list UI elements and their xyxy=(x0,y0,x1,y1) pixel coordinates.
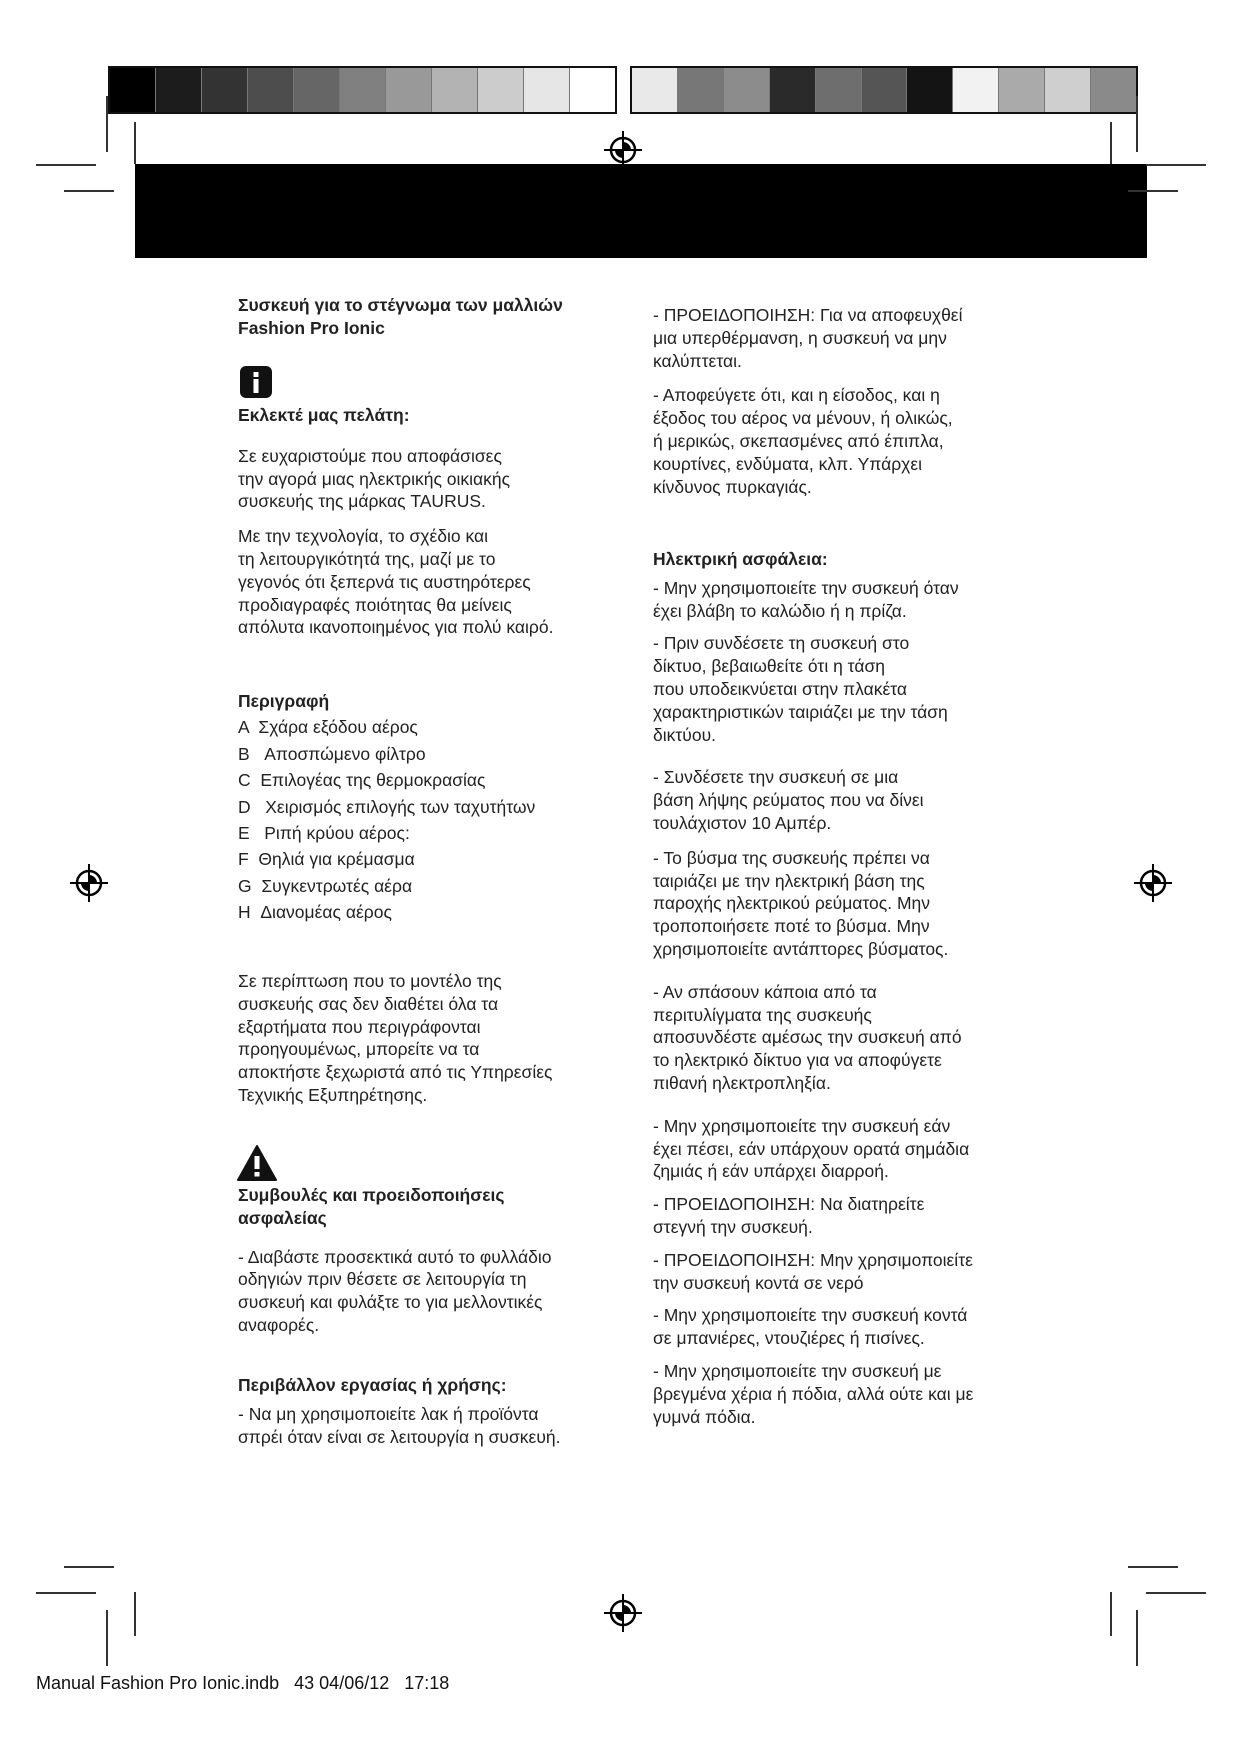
document-title-line2: Fashion Pro Ionic xyxy=(238,317,385,338)
description-item: B Αποσπώμενο φίλτρο xyxy=(238,743,426,764)
registration-mark-top-icon xyxy=(604,131,642,169)
color-swatch xyxy=(861,68,907,112)
description-item: F Θηλιά για κρέμασμα xyxy=(238,849,415,870)
color-swatch xyxy=(952,68,998,112)
description-item: E Ριπή κρύου αέρος: xyxy=(238,823,410,844)
greeting-line: την αγορά μιας ηλεκτρικής οικιακής xyxy=(238,468,511,489)
warning-line: κίνδυνος πυρκαγιάς. xyxy=(653,476,812,497)
left-column xyxy=(238,294,618,340)
color-swatch xyxy=(906,68,952,112)
color-swatch xyxy=(201,68,247,112)
registration-mark-right-icon xyxy=(1134,864,1172,902)
electrical-line: - Μην χρησιμοποιείτε την συσκευή με xyxy=(653,1360,942,1381)
note-line: προηγουμένως, μπορείτε να τα xyxy=(238,1039,480,1060)
color-swatch xyxy=(1044,68,1090,112)
electrical-line: ταιριάζει με την ηλεκτρική βάση της xyxy=(653,870,925,891)
info-icon xyxy=(238,364,274,400)
electrical-line: - Μην χρησιμοποιείτε την συσκευή όταν xyxy=(653,577,959,598)
note-line: Σε περίπτωση που το μοντέλο της xyxy=(238,971,502,991)
electrical-line: αποσυνδέστε αμέσως την συσκευή από xyxy=(653,1027,962,1048)
electrical-line: - Συνδέσετε την συσκευή σε μια xyxy=(653,767,899,788)
electrical-line: έχει βλάβη το καλώδιο ή η πρίζα. xyxy=(653,600,907,621)
color-swatch xyxy=(815,68,861,112)
greeting-line: συσκευής της μάρκας TAURUS. xyxy=(238,491,486,512)
greeting-line: γεγονός ότι ξεπερνά τις αυστηρότερες xyxy=(238,571,531,592)
environment-line: σπρέι όταν είναι σε λειτουργία η συσκευή. xyxy=(238,1426,561,1447)
environment-section xyxy=(238,1374,638,1448)
electrical-section xyxy=(653,548,1053,1428)
color-swatch xyxy=(247,68,293,112)
description-section xyxy=(238,688,618,926)
description-heading: Περιγραφή xyxy=(238,691,330,711)
electrical-line: ζημιάς ή εάν υπάρχει διαρροή. xyxy=(653,1161,889,1182)
electrical-line: - Μην χρησιμοποιείτε την συσκευή εάν xyxy=(653,1115,951,1136)
note-line: εξαρτήματα που περιγράφονται xyxy=(238,1016,481,1037)
color-swatch xyxy=(293,68,339,112)
greeting-heading: Εκλεκτέ μας πελάτη: xyxy=(238,405,410,425)
greeting-section xyxy=(238,404,618,639)
color-swatch xyxy=(523,68,569,112)
note-line: αποκτήστε ξεχωριστά από τις Υπηρεσίες xyxy=(238,1062,553,1083)
electrical-line: τουλάχιστον 10 Αμπέρ. xyxy=(653,812,832,833)
electrical-line: στεγνή την συσκευή. xyxy=(653,1216,813,1237)
electrical-line: - ΠΡΟΕΙΔΟΠΟΙΗΣΗ: Να διατηρείτε xyxy=(653,1194,925,1215)
print-slug: Manual Fashion Pro Ionic.indb 43 04/06/12 17:18 xyxy=(36,1673,450,1693)
color-swatch xyxy=(723,68,769,112)
electrical-line: παροχής ηλεκτρικού ρεύματος. Μην xyxy=(653,893,931,914)
description-item: A Σχάρα εξόδου αέρος xyxy=(238,717,418,738)
electrical-line: δίκτυο, βεβαιωθείτε ότι η τάση xyxy=(653,656,885,677)
color-bar-left xyxy=(108,66,617,114)
description-item: H Διανομέας αέρος xyxy=(238,902,392,923)
greeting-line: προδιαγραφές ποιότητας θα μείνεις xyxy=(238,594,512,615)
color-swatch xyxy=(431,68,477,112)
warning-icon xyxy=(236,1144,278,1182)
electrical-line: που υποδεικνύεται στην πλακέτα xyxy=(653,678,908,699)
registration-mark-left-icon xyxy=(70,864,108,902)
color-swatch xyxy=(569,68,615,112)
electrical-line: την συσκευή κοντά σε νερό xyxy=(653,1272,864,1293)
color-swatch xyxy=(632,68,677,112)
document-title-line1: Συσκευή για το στέγνωμα των μαλλιών xyxy=(238,295,563,315)
color-swatch xyxy=(339,68,385,112)
warning-line: ή μερικώς, σκεπασμένες από έπιπλα, xyxy=(653,430,944,451)
electrical-line: σε μπανιέρες, ντουζιέρες ή πισίνες. xyxy=(653,1328,925,1349)
header-band xyxy=(135,164,1147,258)
greeting-line: απόλυτα ικανοποιημένος για πολύ καιρό. xyxy=(238,617,554,638)
description-item: C Επιλογέας της θερμοκρασίας xyxy=(238,770,486,791)
registration-mark-bottom-icon xyxy=(604,1594,642,1632)
electrical-line: γυμνά πόδια. xyxy=(653,1406,756,1427)
greeting-line: Σε ευχαριστούμε που αποφάσισες xyxy=(238,445,502,466)
electrical-line: τροποποιήσετε ποτέ το βύσμα. Μην xyxy=(653,916,930,937)
electrical-line: έχει πέσει, εάν υπάρχουν ορατά σημάδια xyxy=(653,1138,970,1159)
warning-line: έξοδος του αέρος να μένουν, ή ολικώς, xyxy=(653,408,953,429)
safety-line: - Διαβάστε προσεκτικά αυτό το φυλλάδιο xyxy=(238,1246,552,1267)
description-note xyxy=(238,970,618,1107)
color-swatch xyxy=(110,68,155,112)
safety-heading-line1: Συμβουλές και προειδοποιήσεις xyxy=(238,1185,505,1205)
electrical-line: χαρακτηριστικών ταιριάζει με την τάση xyxy=(653,701,948,722)
electrical-line: βάση λήψης ρεύματος που να δίνει xyxy=(653,790,924,811)
right-top-section xyxy=(653,304,1053,498)
environment-line: - Να μη χρησιμοποιείτε λακ ή προϊόντα xyxy=(238,1403,539,1424)
electrical-line: βρεγμένα χέρια ή πόδια, αλλά ούτε και με xyxy=(653,1383,974,1404)
electrical-line: περιτυλίγματα της συσκευής xyxy=(653,1004,872,1025)
description-item: D Χειρισμός επιλογής των ταχυτήτων xyxy=(238,796,536,817)
color-swatch xyxy=(998,68,1044,112)
color-swatch xyxy=(385,68,431,112)
color-swatch xyxy=(477,68,523,112)
warning-line: - ΠΡΟΕΙΔΟΠΟΙΗΣΗ: Για να αποφευχθεί xyxy=(653,305,963,325)
note-line: συσκευής σας δεν διαθέτει όλα τα xyxy=(238,993,499,1014)
electrical-line: πιθανή ηλεκτροπληξία. xyxy=(653,1072,831,1093)
electrical-line: - Μην χρησιμοποιείτε την συσκευή κοντά xyxy=(653,1305,968,1326)
color-swatch xyxy=(1090,68,1136,112)
warning-line: κουρτίνες, ενδύματα, κλπ. Υπάρχει xyxy=(653,453,923,474)
color-swatch xyxy=(677,68,723,112)
electrical-line: - ΠΡΟΕΙΔΟΠΟΙΗΣΗ: Μην χρησιμοποιείτε xyxy=(653,1249,973,1270)
environment-heading: Περιβάλλον εργασίας ή χρήσης: xyxy=(238,1375,507,1395)
warning-line: μια υπερθέρμανση, η συσκευή να μην xyxy=(653,327,947,348)
electrical-line: - Το βύσμα της συσκευής πρέπει να xyxy=(653,847,930,868)
electrical-line: - Πριν συνδέσετε τη συσκευή στο xyxy=(653,633,910,654)
greeting-line: τη λειτουργικότητά της, μαζί με το xyxy=(238,548,496,569)
electrical-line: το ηλεκτρικό δίκτυο για να αποφύγετε xyxy=(653,1050,942,1071)
color-swatch xyxy=(769,68,815,112)
safety-heading-line2: ασφαλείας xyxy=(238,1207,327,1228)
note-line: Τεχνικής Εξυπηρέτησης. xyxy=(238,1084,428,1105)
description-item: G Συγκεντρωτές αέρα xyxy=(238,875,413,896)
safety-line: συσκευή και φυλάξτε το για μελλοντικές xyxy=(238,1292,543,1313)
warning-line: - Αποφεύγετε ότι, και η είσοδος, και η xyxy=(653,385,940,406)
greeting-line: Με την τεχνολογία, το σχέδιο και xyxy=(238,526,489,547)
safety-section xyxy=(238,1184,618,1337)
color-bar-right xyxy=(630,66,1138,114)
safety-line: αναφορές. xyxy=(238,1314,320,1335)
warning-line: καλύπτεται. xyxy=(653,350,742,371)
electrical-line: χρησιμοποιείτε αντάπτορες βύσματος. xyxy=(653,938,949,959)
color-swatch xyxy=(155,68,201,112)
safety-line: οδηγιών πριν θέσετε σε λειτουργία τη xyxy=(238,1269,527,1290)
electrical-line: δικτύου. xyxy=(653,724,717,745)
electrical-line: - Αν σπάσουν κάποια από τα xyxy=(653,981,877,1002)
electrical-heading: Ηλεκτρική ασφάλεια: xyxy=(653,549,828,569)
